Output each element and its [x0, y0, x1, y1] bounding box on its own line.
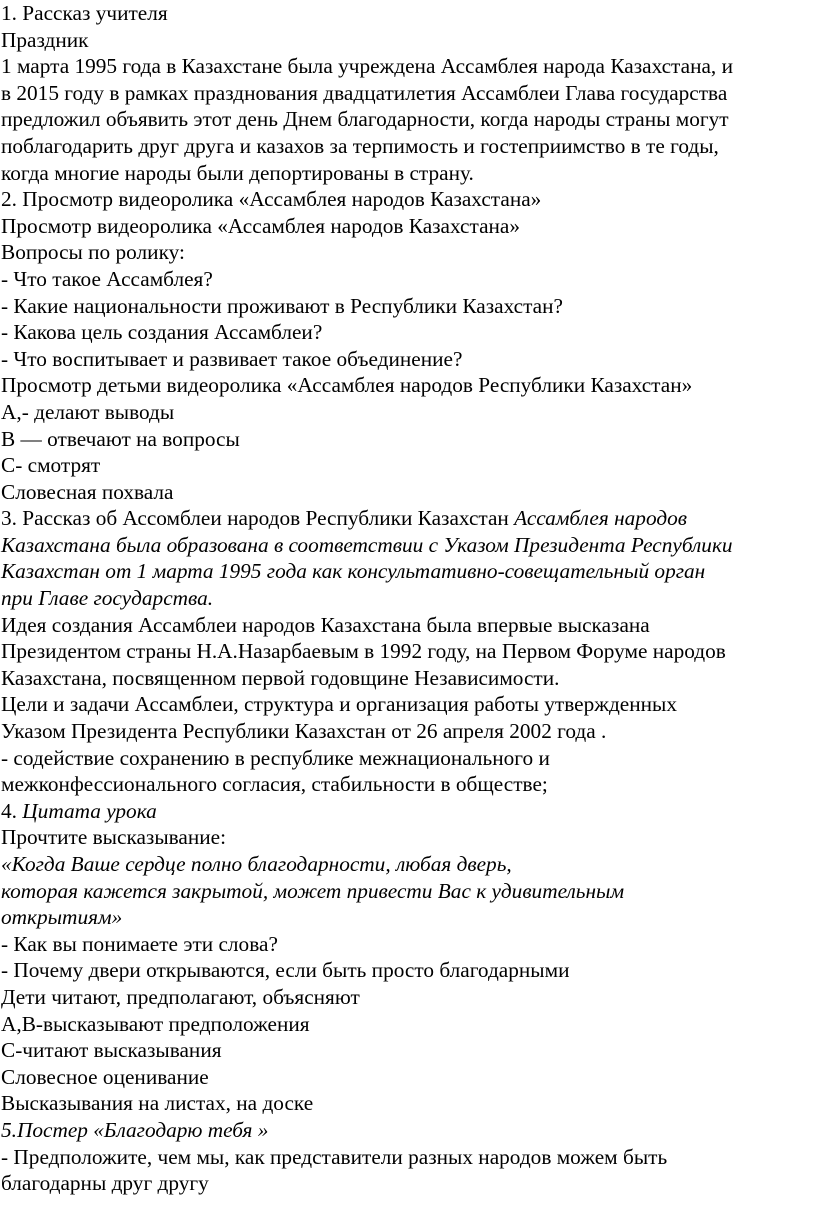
italic-line: при Главе государства.	[1, 586, 214, 611]
paragraph-line: - содействие сохранению в республике межнационального и	[1, 745, 550, 770]
section-2-repeat: Просмотр видеоролика «Ассамблея народов Казахстана»	[1, 213, 521, 238]
section-4-questions	[1, 931, 812, 984]
paragraph-line: 1 марта 1995 года в Казахстане была учреждена Ассамблея народа Казахстана, и	[1, 54, 733, 79]
question-item: - Какие национальности проживают в Республики Казахстан?	[1, 293, 563, 318]
paragraph-line: в 2015 году в рамках празднования двадцатилетия Ассамблеи Глава государства	[1, 80, 728, 105]
section-4-boards: Высказывания на листах, на доске	[1, 1091, 314, 1116]
paragraph-line: Президентом страны Н.А.Назарбаевым в 1992 году, на Первом Форуме народов	[1, 639, 726, 664]
group-item: В — отвечают на вопросы	[1, 426, 240, 451]
group-item: С- смотрят	[1, 453, 101, 478]
section-3-heading-text: 3. Рассказ об Ассомблеи народов Республики Казахстан	[1, 506, 515, 531]
section-1-heading: 1. Рассказ учителя	[1, 1, 168, 25]
section-2-praise: Словесная похвала	[1, 479, 174, 504]
section-4-groups	[1, 1011, 812, 1064]
paragraph-line: поблагодарить друг друга и казахов за терпимость и гостеприимство в те годы,	[1, 133, 719, 158]
section-3-idea	[1, 612, 812, 692]
quote-line: открытиям»	[1, 905, 123, 930]
quote-line: которая кажется закрытой, может привести Вас к удивительным	[1, 878, 625, 903]
section-5-title: 5.Постер «Благодарю тебя »	[1, 1117, 269, 1142]
paragraph-line: Казахстана, посвященном первой годовщине Независимости.	[1, 665, 560, 690]
paragraph-line: когда многие народы были депортированы в страну.	[1, 160, 474, 185]
paragraph-line: предложил объявить этот день Днем благодарности, когда народы страны могут	[1, 107, 729, 132]
quote-line: «Когда Ваше сердце полно благодарности, любая дверь,	[1, 852, 512, 876]
section-1-subheading: Праздник	[1, 27, 89, 52]
section-2-questions	[1, 266, 812, 372]
question-item: - Как вы понимаете эти слова?	[1, 931, 278, 956]
italic-line: Казахстан от 1 марта 1995 года как консультативно-совещательный орган	[1, 559, 706, 584]
paragraph-line: Идея создания Ассамблеи народов Казахстана была впервые высказана	[1, 612, 650, 637]
section-2-groups	[1, 399, 812, 479]
paragraph-line: Указом Президента Республики Казахстан от 26 апреля 2002 года .	[1, 719, 607, 744]
section-2-viewing: Просмотр детьми видеоролика «Ассамблея народов Республики Казахстан»	[1, 373, 693, 398]
paragraph-line: благодарны друг другу	[1, 1171, 209, 1196]
paragraph-line: межконфессионального согласия, стабильности в обществе;	[1, 772, 548, 797]
group-item: С-читают высказывания	[1, 1038, 222, 1063]
section-4-title: Цитата урока	[22, 798, 157, 823]
group-item: А,В-высказывают предположения	[1, 1011, 310, 1036]
section-4-children: Дети читают, предполагают, объясняют	[1, 984, 360, 1009]
section-2-heading: 2. Просмотр видеоролика «Ассамблея народов Казахстана»	[1, 187, 542, 212]
paragraph-line: - Предположите, чем мы, как представители разных народов можем быть	[1, 1144, 668, 1169]
section-3-goals	[1, 691, 812, 744]
section-2-questions-title: Вопросы по ролику:	[1, 240, 185, 265]
section-1-paragraph	[1, 53, 812, 186]
italic-line: Казахстана была образована в соответствии с Указом Президента Республики	[1, 532, 733, 557]
group-item: А,- делают выводы	[1, 399, 175, 424]
section-5-question	[1, 1144, 812, 1197]
section-3-italic-start: Ассамблея народов	[514, 506, 687, 531]
section-4-evaluation: Словесное оценивание	[1, 1064, 209, 1089]
question-item: - Почему двери открываются, если быть просто благодарными	[1, 958, 570, 983]
section-4-heading	[1, 798, 812, 825]
section-3-item	[1, 745, 812, 798]
section-4-quote	[1, 851, 812, 931]
section-4-read: Прочтите высказывание:	[1, 825, 227, 850]
section-3-italic-definition	[1, 532, 812, 612]
question-item: - Что такое Ассамблея?	[1, 266, 213, 291]
section-4-number: 4.	[1, 798, 23, 823]
section-3-heading	[1, 505, 812, 532]
question-item: - Что воспитывает и развивает такое объединение?	[1, 346, 463, 371]
question-item: - Какова цель создания Ассамблеи?	[1, 320, 323, 345]
paragraph-line: Цели и задачи Ассамблеи, структура и организация работы утвержденных	[1, 692, 677, 717]
